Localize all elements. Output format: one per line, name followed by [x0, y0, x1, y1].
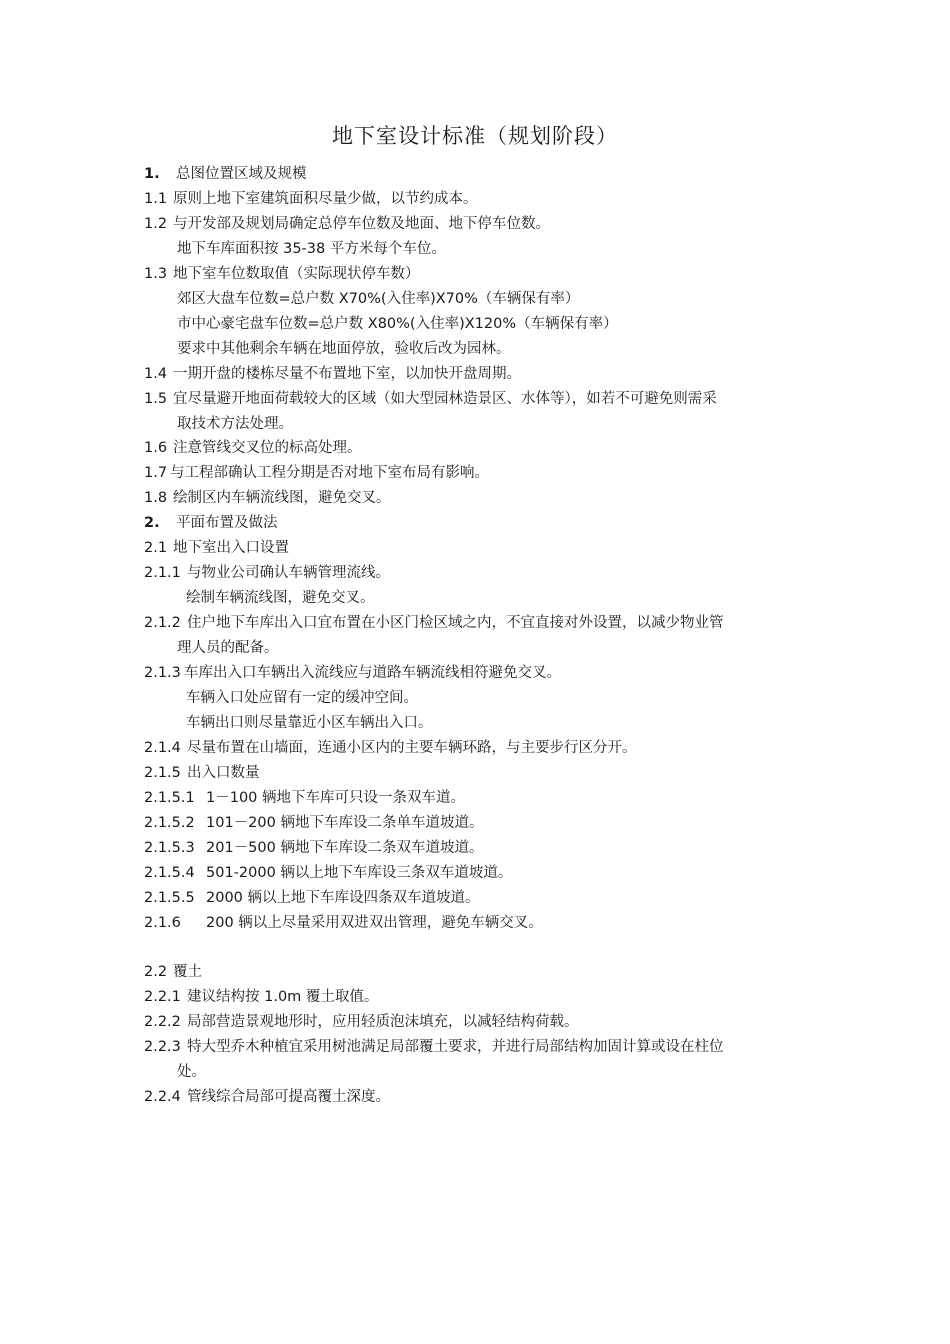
line-text: 覆土 [173, 964, 202, 981]
line-text: 取技术方法处理。 [177, 415, 293, 432]
line-text: 原则上地下室建筑面积尽量少做，以节约成本。 [173, 190, 478, 207]
text-line [177, 289, 579, 309]
line-text: 市中心豪宅盘车位数=总户数 X80%(入住率)X120%（车辆保有率） [177, 315, 618, 332]
text-line [144, 1037, 724, 1057]
line-text: 车辆入口处应留有一定的缓冲空间。 [186, 689, 418, 706]
text-line [144, 538, 289, 558]
text-line [177, 638, 279, 658]
text-line [144, 488, 391, 508]
line-text: 1－100 辆地下车库可只设一条双车道。 [206, 789, 466, 806]
section-number: 2.1.6 [144, 914, 181, 931]
section-number: 1.7 [144, 465, 168, 482]
section-number: 2.1.1 [144, 565, 181, 582]
line-text: 理人员的配备。 [177, 640, 279, 657]
text-line [144, 863, 512, 883]
line-text: 住户地下车库出入口宜布置在小区门检区域之内，不宜直接对外设置，以减少物业管 [187, 615, 724, 632]
text-line [186, 713, 433, 733]
text-line [144, 613, 724, 633]
text-line [144, 1087, 390, 1107]
line-text: 地下室出入口设置 [173, 540, 289, 557]
text-line [144, 389, 717, 409]
line-text: 101－200 辆地下车库设二条单车道坡道。 [206, 814, 484, 831]
text-line [144, 888, 480, 908]
text-line [186, 688, 418, 708]
line-text: 尽量布置在山墙面，连通小区内的主要车辆环路，与主要步行区分开。 [187, 739, 637, 756]
line-text: 车辆出口则尽量靠近小区车辆出入口。 [186, 714, 433, 731]
section-number: 1.8 [144, 490, 168, 507]
text-line [144, 364, 521, 384]
text-line [144, 563, 390, 583]
section-number: 1.1 [144, 190, 168, 207]
line-text: 2000 辆以上地下车库设四条双车道坡道。 [206, 889, 480, 906]
text-line [144, 738, 637, 758]
section-number: 2.1.5.4 [144, 864, 195, 881]
section-number: 2.2.2 [144, 1014, 181, 1031]
line-text: 绘制区内车辆流线图，避免交叉。 [173, 490, 391, 507]
text-line [177, 339, 511, 359]
section-number: 2. [144, 515, 160, 532]
line-text: 地下室车位数取值（实际现状停车数） [173, 265, 420, 282]
section-number: 2.1.5.3 [144, 839, 195, 856]
text-line [144, 838, 483, 858]
line-text: 宜尽量避开地面荷载较大的区域（如大型园林造景区、水体等），如若不可避免则需采 [173, 390, 717, 407]
section-number: 2.2 [144, 964, 168, 981]
line-text: 出入口数量 [187, 764, 260, 781]
text-line [144, 463, 489, 483]
section-heading: 平面布置及做法 [176, 515, 278, 532]
line-text: 特大型乔木种植宜采用树池满足局部覆土要求，并进行局部结构加固计算或设在柱位 [187, 1039, 724, 1056]
section-heading: 总图位置区域及规模 [176, 166, 307, 182]
text-line [144, 264, 420, 284]
text-line [144, 763, 260, 783]
section-number: 1. [144, 166, 160, 182]
section-number: 2.1.3 [144, 665, 181, 681]
text-line [177, 414, 293, 434]
text-line [144, 663, 561, 683]
text-line [144, 164, 307, 184]
text-line [186, 588, 375, 608]
text-line [177, 314, 618, 334]
text-line [144, 438, 362, 458]
text-line [144, 962, 202, 982]
text-line [177, 239, 446, 259]
section-number: 2.1.2 [144, 615, 181, 632]
line-text: 郊区大盘车位数=总户数 X70%(入住率)X70%（车辆保有率） [177, 290, 580, 307]
line-text: 要求中其他剩余车辆在地面停放，验收后改为园林。 [177, 340, 511, 357]
line-text: 200 辆以上尽量采用双进双出管理，避免车辆交叉。 [206, 914, 543, 931]
text-line [144, 913, 543, 933]
section-number: 2.1 [144, 540, 168, 557]
section-number: 2.1.5.5 [144, 889, 195, 906]
line-text: 局部营造景观地形时，应用轻质泡沫填充，以减轻结构荷载。 [187, 1014, 579, 1031]
section-number: 2.2.1 [144, 989, 181, 1006]
section-number: 2.1.4 [144, 739, 181, 756]
line-text: 与物业公司确认车辆管理流线。 [187, 565, 390, 582]
text-line [144, 813, 483, 833]
text-line [144, 987, 378, 1007]
text-line [144, 189, 478, 209]
page-title: 地下室设计标准（规划阶段） [332, 124, 618, 148]
line-text: 与工程部确认工程分期是否对地下室布局有影响。 [170, 465, 489, 482]
section-number: 2.2.4 [144, 1089, 181, 1106]
text-line [144, 513, 278, 533]
line-text: 一期开盘的楼栋尽量不布置地下室，以加快开盘周期。 [173, 365, 521, 382]
line-text: 建议结构按 1.0m 覆土取值。 [187, 989, 379, 1006]
text-line [144, 214, 550, 234]
section-number: 2.1.5.2 [144, 814, 195, 831]
section-number: 2.2.3 [144, 1039, 181, 1056]
line-text: 201－500 辆地下车库设二条双车道坡道。 [206, 839, 484, 856]
section-number: 1.5 [144, 390, 168, 407]
text-line [144, 788, 465, 808]
line-text: 与开发部及规划局确定总停车位数及地面、地下停车位数。 [173, 215, 550, 232]
line-text: 绘制车辆流线图，避免交叉。 [186, 590, 375, 607]
section-number: 2.1.5 [144, 764, 181, 781]
line-text: 地下车库面积按 35-38 平方米每个车位。 [177, 240, 446, 257]
section-number: 2.1.5.1 [144, 789, 195, 806]
line-text: 处。 [177, 1064, 206, 1081]
text-line [177, 1062, 206, 1082]
section-number: 1.6 [144, 440, 168, 457]
line-text: 车库出入口车辆出入流线应与道路车辆流线相符避免交叉。 [184, 665, 561, 681]
section-number: 1.2 [144, 215, 168, 232]
line-text: 管线综合局部可提高覆土深度。 [187, 1089, 390, 1106]
section-number: 1.4 [144, 365, 168, 382]
text-line [144, 1012, 579, 1032]
line-text: 501-2000 辆以上地下车库设三条双车道坡道。 [206, 864, 513, 881]
line-text: 注意管线交叉位的标高处理。 [173, 440, 362, 457]
section-number: 1.3 [144, 265, 168, 282]
